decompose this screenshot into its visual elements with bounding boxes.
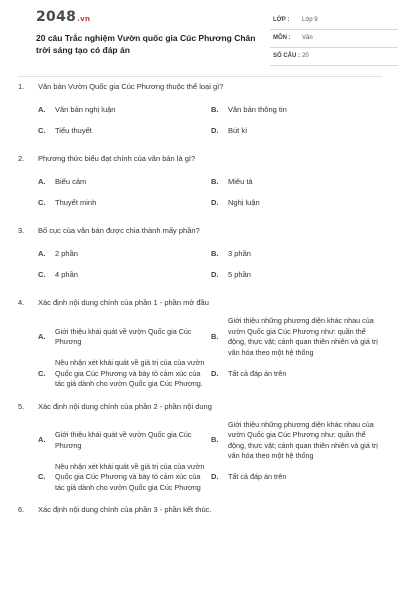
- question-item: [18, 226, 382, 286]
- question-number: 1.: [18, 82, 25, 91]
- option-a[interactable]: [38, 172, 211, 193]
- option-d[interactable]: [211, 265, 386, 286]
- option-letter: C.: [38, 472, 46, 481]
- option-b[interactable]: [211, 420, 386, 462]
- meta-label: SỐ CÂU :: [273, 53, 300, 59]
- option-letter: B.: [211, 105, 219, 115]
- meta-row-count: [270, 50, 398, 66]
- meta-row-subject: [270, 32, 398, 48]
- option-b[interactable]: [211, 244, 386, 265]
- meta-value: 20: [302, 53, 309, 59]
- header: [18, 0, 382, 76]
- page-title: 20 câu Trắc nghiệm Vườn quốc gia Cúc Phương Chân trời sáng tạo có đáp án: [36, 33, 256, 55]
- option-text: Văn bản thông tin: [228, 105, 287, 115]
- question-text: Xác định nội dung chính của phần 1 - phần mở đầu: [38, 298, 209, 307]
- question-number: 4.: [18, 298, 25, 307]
- option-b[interactable]: [211, 100, 386, 121]
- option-b[interactable]: [211, 316, 386, 358]
- option-text: Nêu nhận xét khái quát về giá trị của của vườn Quốc gia Cúc Phương và bày tỏ cảm xúc của tác giả dành cho vườn Quốc gia Cúc Phương.: [55, 358, 205, 388]
- option-letter: A.: [38, 177, 46, 187]
- option-b[interactable]: [211, 172, 386, 193]
- option-text: Giới thiệu những phương diện khác nhau của vườn Quốc gia Cúc Phương như: quần thể động, thực vật; cảnh quan thiên nhiên và giá trị văn hóa theo một hệ thống: [228, 419, 378, 460]
- option-letter: C.: [38, 126, 46, 136]
- option-text: Nghị luận: [228, 198, 260, 208]
- option-text: Giới thiệu khái quát về vườn Quốc gia Cúc Phương: [55, 430, 192, 450]
- meta-label: MÔN :: [273, 35, 291, 41]
- question-text: Văn bản Vườn Quốc gia Cúc Phương thuộc thể loại gì?: [38, 82, 224, 91]
- question-text: Phương thức biểu đạt chính của văn bản là gì?: [38, 154, 196, 163]
- option-letter: A.: [38, 249, 46, 259]
- option-letter: C.: [38, 270, 46, 280]
- logo-sub: .vn: [77, 15, 91, 23]
- meta-label: LỚP :: [273, 17, 290, 23]
- option-a[interactable]: [38, 100, 211, 121]
- option-text: Tất cả đáp án trên: [228, 472, 287, 481]
- header-divider: [18, 76, 382, 77]
- option-c[interactable]: [38, 193, 211, 214]
- question-item: [18, 82, 382, 142]
- question-text: Xác định nội dung chính của phần 2 - phần nội dung: [38, 401, 212, 411]
- option-text: Bút kí: [228, 126, 248, 136]
- option-letter: B.: [211, 435, 219, 445]
- option-a[interactable]: [38, 420, 211, 462]
- question-list: [18, 82, 382, 523]
- meta-value: Lớp 9: [302, 17, 318, 23]
- option-text: Giới thiệu những phương diện khác nhau của vườn Quốc gia Cúc Phương như: quần thể động, thực vật; cảnh quan thiên nhiên và giá trị văn hóa theo một hệ thống: [228, 316, 378, 357]
- question-number: 3.: [18, 226, 25, 235]
- option-text: 2 phần: [55, 249, 78, 259]
- question-number: 6.: [18, 505, 25, 514]
- option-a[interactable]: [38, 316, 211, 358]
- question-item: [18, 505, 382, 515]
- question-item: [18, 154, 382, 214]
- option-d[interactable]: [211, 121, 386, 142]
- option-text: 5 phần: [228, 270, 251, 280]
- option-c[interactable]: [38, 265, 211, 286]
- site-logo[interactable]: [36, 9, 90, 25]
- meta-row-class: [270, 14, 398, 30]
- option-letter: D.: [211, 368, 219, 378]
- meta-box: [270, 14, 398, 68]
- option-d[interactable]: [211, 462, 386, 494]
- option-text: 4 phần: [55, 270, 78, 280]
- question-text: Bố cục của văn bản được chia thành mấy phần?: [38, 226, 200, 235]
- meta-value: Văn: [302, 35, 313, 41]
- question-item: [18, 298, 382, 390]
- option-letter: D.: [211, 472, 219, 481]
- option-letter: C.: [38, 368, 46, 378]
- option-text: Tất cả đáp án trên: [228, 368, 287, 378]
- option-d[interactable]: [211, 358, 386, 390]
- option-a[interactable]: [38, 244, 211, 265]
- option-letter: D.: [211, 126, 219, 136]
- option-text: Tiểu thuyết: [55, 126, 92, 136]
- option-text: 3 phần: [228, 249, 251, 259]
- option-letter: C.: [38, 198, 46, 208]
- question-number: 5.: [18, 401, 25, 411]
- option-letter: A.: [38, 435, 46, 445]
- option-letter: D.: [211, 270, 219, 280]
- option-letter: A.: [38, 105, 46, 115]
- option-c[interactable]: [38, 121, 211, 142]
- option-c[interactable]: [38, 358, 211, 390]
- question-number: 2.: [18, 154, 25, 163]
- option-text: Miêu tả: [228, 177, 253, 187]
- option-c[interactable]: [38, 462, 211, 494]
- option-text: Văn bản nghị luận: [55, 105, 116, 115]
- option-text: Biểu cảm: [55, 177, 87, 187]
- option-letter: B.: [211, 331, 219, 341]
- option-text: Thuyết minh: [55, 198, 97, 208]
- option-text: Giới thiệu khái quát về vườn Quốc gia Cúc Phương: [55, 326, 192, 346]
- option-letter: D.: [211, 198, 219, 208]
- option-letter: A.: [38, 331, 46, 341]
- option-d[interactable]: [211, 193, 386, 214]
- option-letter: B.: [211, 249, 219, 259]
- question-item: [18, 402, 382, 494]
- question-text: Xác định nội dung chính của phần 3 - phần kết thúc.: [38, 505, 212, 514]
- option-letter: B.: [211, 177, 219, 187]
- option-text: Nêu nhận xét khái quát về giá trị của của vườn Quốc gia Cúc Phương và bày tỏ cảm xúc của tác giả dành cho vườn Quốc gia Cúc Phương: [55, 461, 205, 492]
- logo-main: 2048: [36, 9, 77, 25]
